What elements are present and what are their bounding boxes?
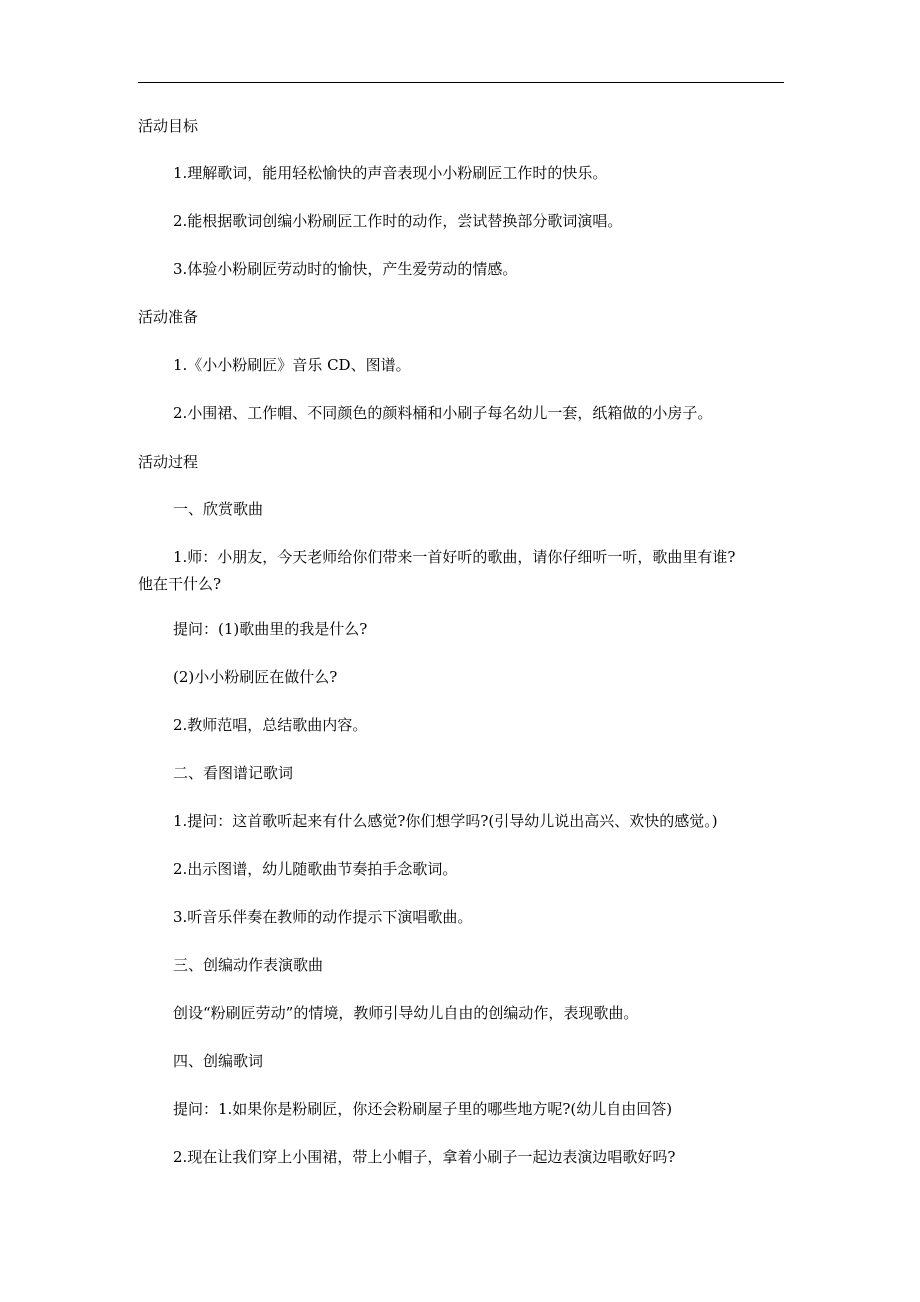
part-title-4: 四、创编歌词 — [173, 1052, 264, 1070]
part1-paragraph-1-line-2: 他在干什么? — [138, 575, 222, 593]
part-title-3: 三、创编动作表演歌曲 — [173, 956, 324, 974]
part1-paragraph-2: 2.教师范唱，总结歌曲内容。 — [173, 716, 368, 734]
part3-paragraph-1: 创设“粉刷匠劳动”的情境，教师引导幼儿自由的创编动作，表现歌曲。 — [173, 1004, 639, 1022]
prep-item-2: 2.小围裙、工作帽、不同颜色的颜料桶和小刷子每名幼儿一套，纸箱做的小房子。 — [173, 404, 713, 422]
goal-item-1: 1.理解歌词，能用轻松愉快的声音表现小小粉刷匠工作时的快乐。 — [173, 164, 608, 182]
part-title-2: 二、看图谱记歌词 — [173, 764, 294, 782]
part2-paragraph-2: 2.出示图谱，幼儿随歌曲节奏拍手念歌词。 — [173, 860, 458, 878]
part4-paragraph-2: 2.现在让我们穿上小围裙，带上小帽子，拿着小刷子一起边表演边唱歌好吗? — [173, 1148, 676, 1166]
goal-item-3: 3.体验小粉刷匠劳动时的愉快，产生爱劳动的情感。 — [173, 260, 518, 278]
section-heading-preparation: 活动准备 — [138, 308, 199, 326]
part2-paragraph-3: 3.听音乐伴奏在教师的动作提示下演唱歌曲。 — [173, 908, 473, 926]
part2-paragraph-1: 1.提问：这首歌听起来有什么感觉?你们想学吗?(引导幼儿说出高兴、欢快的感觉。) — [173, 812, 718, 830]
part1-paragraph-1-line-1: 1.师：小朋友，今天老师给你们带来一首好听的歌曲，请你仔细听一听，歌曲里有谁? — [173, 548, 736, 566]
prep-item-1: 1.《小小粉刷匠》音乐 CD、图谱。 — [173, 356, 411, 374]
part4-paragraph-1: 提问：1.如果你是粉刷匠，你还会粉刷屋子里的哪些地方呢?(幼儿自由回答) — [173, 1100, 673, 1118]
part1-question-2: (2)小小粉刷匠在做什么? — [173, 668, 338, 686]
section-heading-goals: 活动目标 — [138, 117, 199, 135]
section-heading-process: 活动过程 — [138, 453, 199, 471]
part-title-1: 一、欣赏歌曲 — [173, 500, 264, 518]
header-rule — [138, 82, 784, 83]
goal-item-2: 2.能根据歌词创编小粉刷匠工作时的动作，尝试替换部分歌词演唱。 — [173, 212, 623, 230]
part1-question-1: 提问：(1)歌曲里的我是什么? — [173, 620, 368, 638]
